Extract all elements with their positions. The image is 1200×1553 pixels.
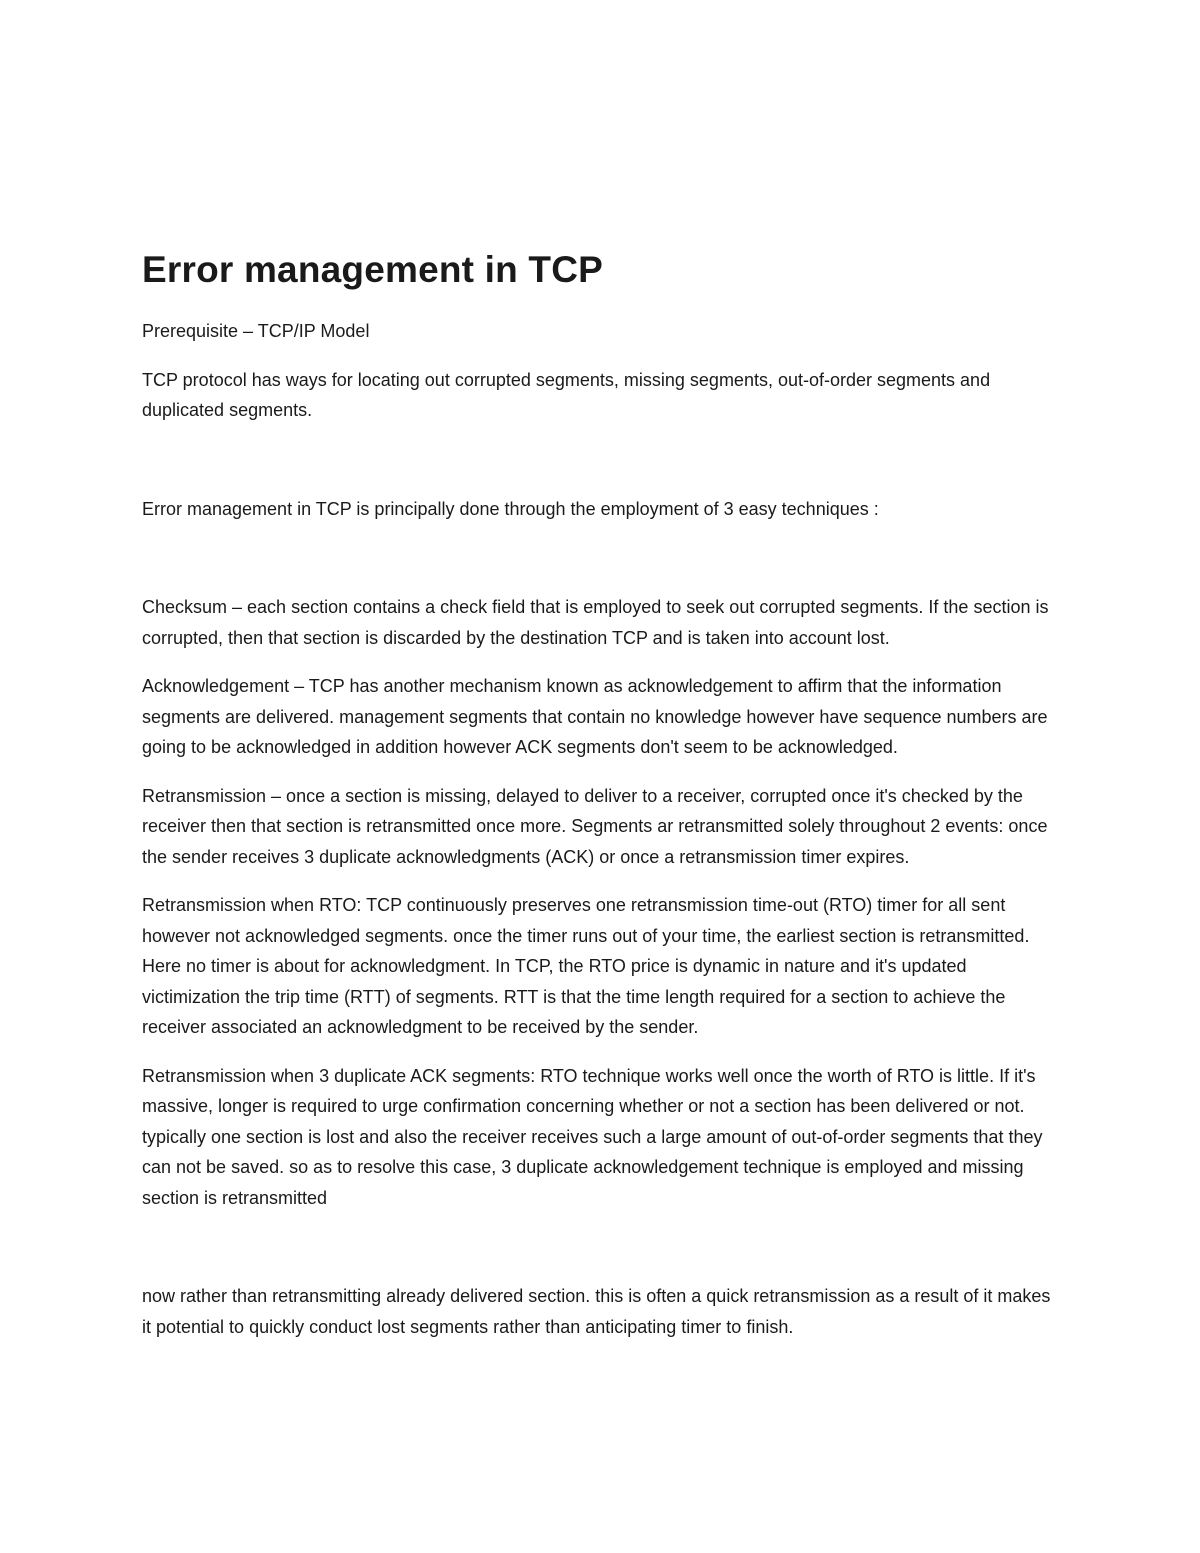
document-body <box>142 248 1062 1360</box>
document-title: Error management in TCP <box>142 249 604 290</box>
retransmission-paragraph: Retransmission – once a section is missing, delayed to deliver to a receiver, corrupted once it's checked by the receiver then that section is retransmitted once more. Segments ar retransmitted solely throughout 2 events: once the sender receives 3 duplicate acknowledgments (ACK) or once a retransmission timer expires. <box>142 785 1048 867</box>
checksum-paragraph: Checksum – each section contains a check field that is employed to seek out corrupted segments. If the section is corrupted, then that section is discarded by the destination TCP and is taken into account lost. <box>142 597 1049 648</box>
acknowledgement-paragraph: Acknowledgement – TCP has another mechanism known as acknowledgement to affirm that the information segments are delivered. management segments that contain no knowledge however have sequence numbers are going to be acknowledged in addition however ACK segments don't seem to be acknowledged. <box>142 676 1048 757</box>
closing-paragraph: now rather than retransmitting already delivered section. this is often a quick retransmission as a result of it makes it potential to quickly conduct lost segments rather than anticipating timer to finish. <box>142 1286 1051 1337</box>
prerequisite-line: Prerequisite – TCP/IP Model <box>142 321 370 341</box>
intro-paragraph: TCP protocol has ways for locating out corrupted segments, missing segments, out-of-order segments and duplicated segments. <box>142 369 991 420</box>
retransmission-dup-ack-paragraph: Retransmission when 3 duplicate ACK segments: RTO technique works well once the worth of RTO is little. If it's massive, longer is required to urge confirmation concerning whether or not a section has been delivered or not. typically one section is lost and also the receiver receives such a large amount of out-of-order segments that they can not be saved. so as to resolve this case, 3 duplicate acknowledgement technique is employed and missing section is retransmitted <box>142 1065 1043 1208</box>
retransmission-rto-paragraph: Retransmission when RTO: TCP continuously preserves one retransmission time-out (RTO) timer for all sent however not acknowledged segments. once the timer runs out of your time, the earliest section is retransmitted. Here no timer is about for acknowledgment. In TCP, the RTO price is dynamic in nature and it's updated victimization the trip time (RTT) of segments. RTT is that the time length required for a section to achieve the receiver associated an acknowledgment to be received by the sender. <box>142 895 1030 1037</box>
lead-paragraph: Error management in TCP is principally done through the employment of 3 easy techniques : <box>142 498 879 519</box>
